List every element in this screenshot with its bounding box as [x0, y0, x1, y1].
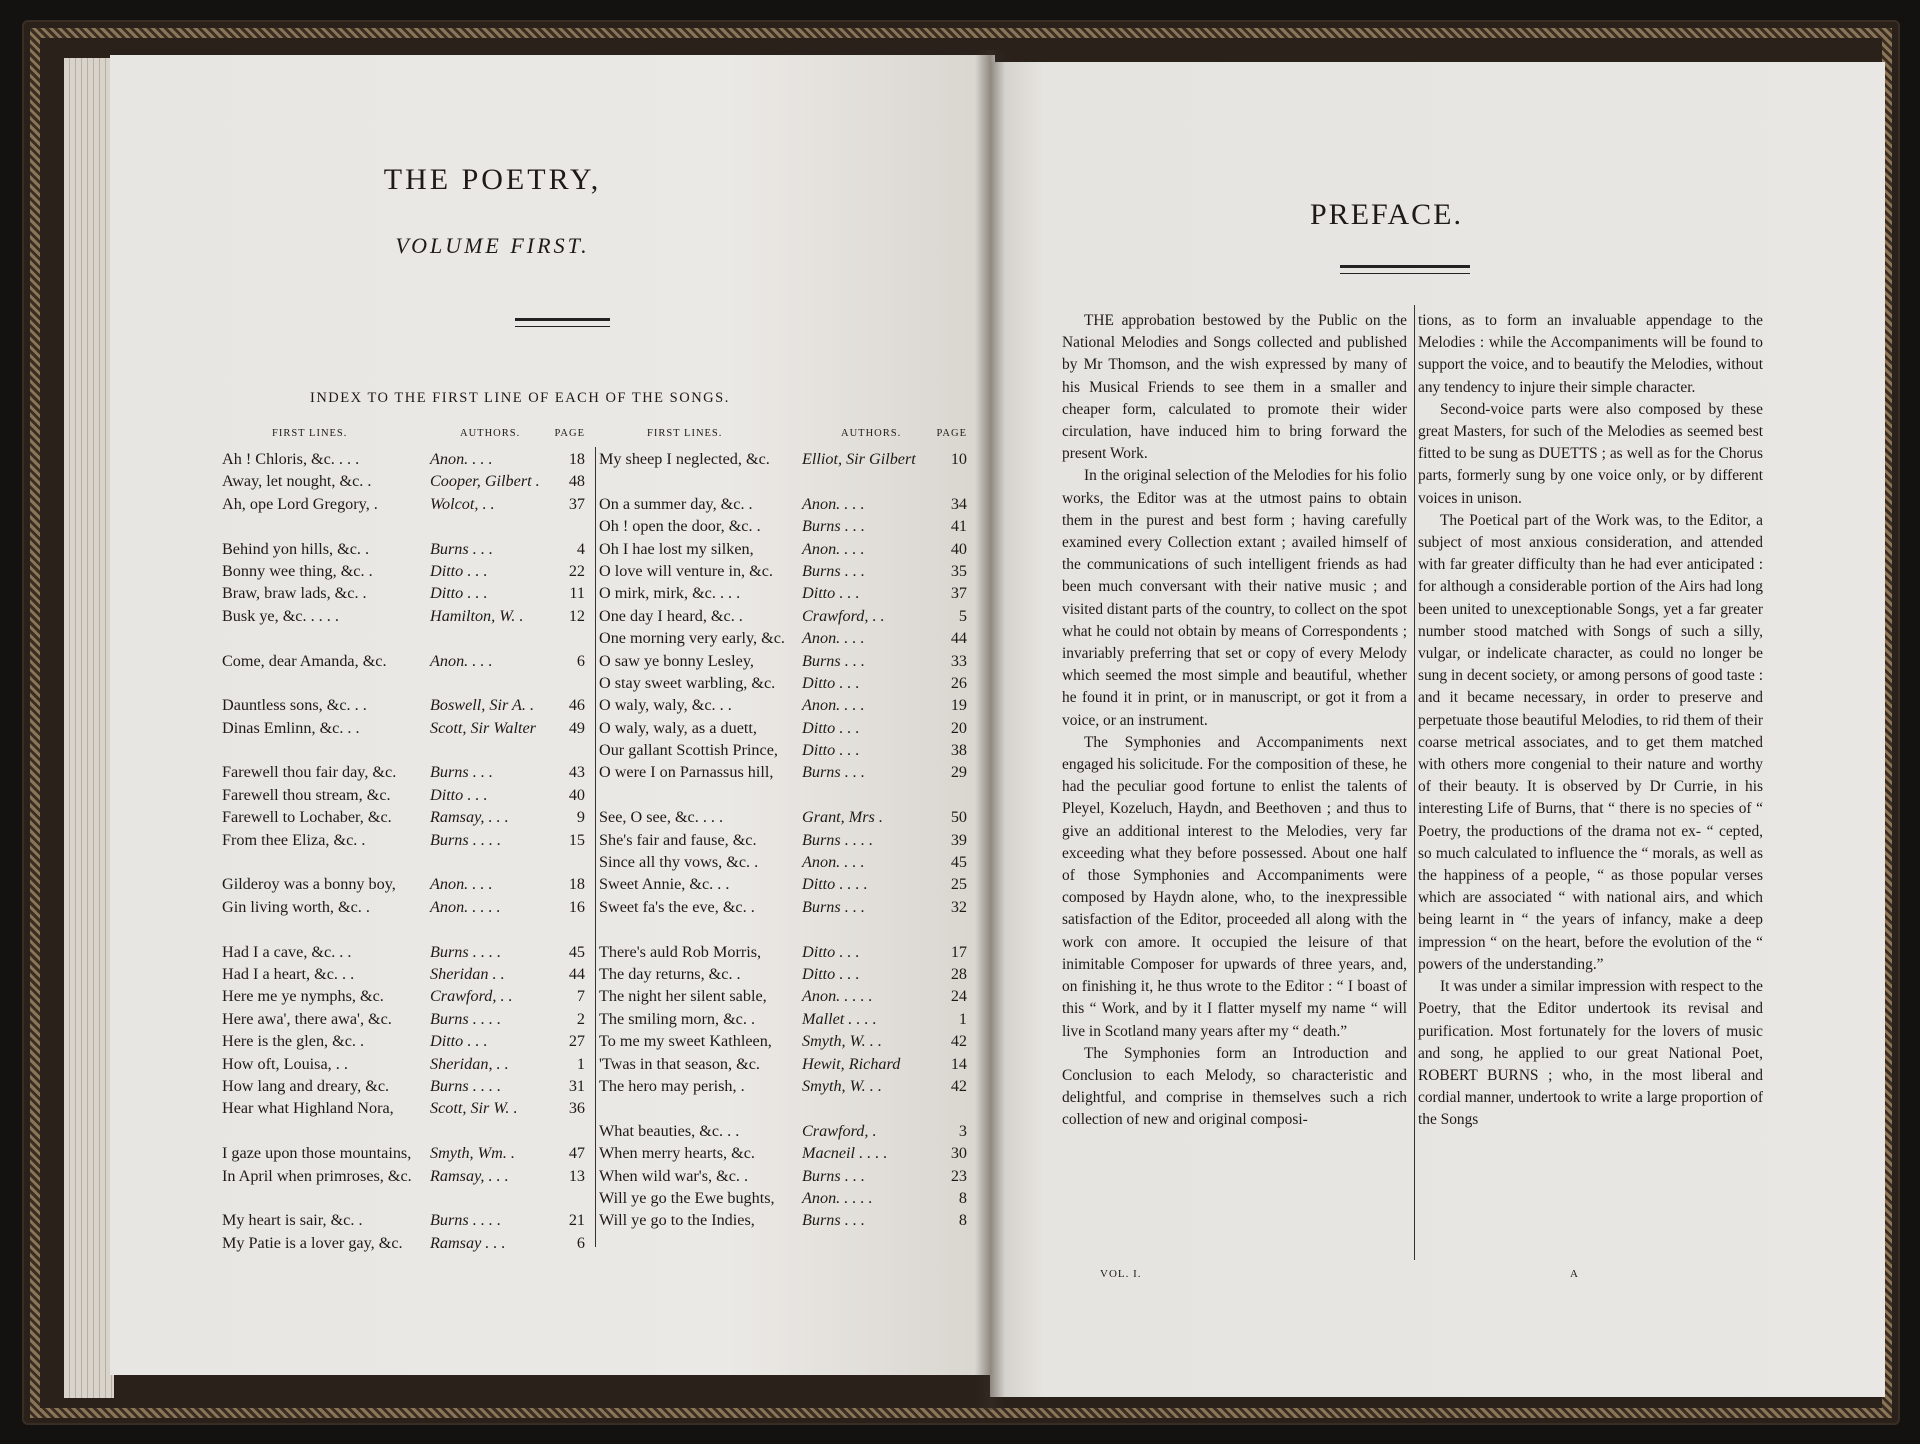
author: Hewit, Richard [802, 1054, 901, 1073]
author: Hamilton, W. . [430, 606, 524, 625]
index-row [222, 1097, 585, 1119]
first-line: The day returns, &c. . [599, 964, 741, 983]
index-row [222, 918, 585, 940]
page-number: 37 [568, 494, 585, 513]
first-line: To me my sweet Kathleen, [599, 1032, 772, 1051]
volume-title: VOLUME FIRST. [395, 233, 590, 258]
page-number: 22 [568, 561, 585, 580]
first-line: Away, let nought, &c. . [222, 472, 372, 491]
page-number: 27 [568, 1032, 585, 1051]
page-number: 44 [568, 964, 585, 983]
index-row [222, 448, 585, 470]
page-number: 45 [950, 853, 967, 872]
author: Burns . . . [430, 763, 493, 782]
first-line: Ah ! Chloris, &c. . . . [222, 450, 360, 468]
author: Grant, Mrs . [802, 808, 883, 827]
first-line: Will ye go to the Indies, [599, 1211, 755, 1230]
page-number: 39 [950, 830, 967, 849]
first-line: When merry hearts, &c. [599, 1144, 755, 1163]
author: Anon. . . . [802, 696, 865, 715]
index-row [222, 470, 585, 492]
first-line: One day I heard, &c. . [599, 606, 743, 625]
first-line: How lang and dreary, &c. [222, 1076, 390, 1095]
preface-paragraph: It was under a similar impression with respect to the Poetry, that the Editor undertook its revisal and purification. Most fortunately for the lovers of music and song, he applied to our great National Poet, ROBERT BURNS ; who, in the most liberal and cordial manner, undertook to write a large proportion of the Songs [1418, 978, 1763, 1129]
author: Ditto . . . [802, 673, 860, 692]
index-row [222, 941, 585, 963]
index-row [599, 1120, 967, 1142]
first-line: Gin living worth, &c. . [222, 897, 370, 916]
index-row [599, 627, 967, 649]
author: Anon. . . . . [802, 987, 873, 1006]
index-row [599, 829, 967, 851]
page-number: 44 [950, 629, 967, 648]
author: Ditto . . . . [802, 875, 868, 894]
index-row [599, 761, 967, 783]
author: Ditto . . . [430, 584, 488, 603]
author: Burns . . . [802, 897, 865, 916]
first-line: Here me ye nymphs, &c. [222, 987, 384, 1006]
preface-column-1 [1062, 310, 1407, 1132]
index-row [599, 806, 967, 828]
page-edges [64, 58, 114, 1398]
index-row [222, 1232, 585, 1254]
header-page: PAGE [554, 428, 585, 439]
page-number: 20 [950, 718, 967, 737]
first-line: O stay sweet warbling, &c. [599, 673, 776, 692]
first-line: Here is the glen, &c. . [222, 1032, 365, 1051]
first-line: My Patie is a lover gay, &c. [222, 1233, 403, 1252]
page-number: 35 [950, 561, 967, 580]
page-number: 12 [568, 606, 585, 625]
index-row [222, 896, 585, 918]
author: Ditto . . . [802, 584, 860, 603]
page-number: 1 [958, 1009, 967, 1028]
author: Ramsay, . . . [430, 1166, 509, 1185]
author: Cooper, Gilbert . [430, 472, 540, 491]
author: Anon. . . . [802, 539, 865, 558]
author: Ditto . . . [430, 561, 488, 580]
author: Burns . . . [802, 561, 865, 580]
author: Anon. . . . [802, 853, 865, 872]
index-row [222, 873, 585, 895]
book-gutter [975, 50, 1005, 1410]
first-line: Had I a heart, &c. . . [222, 964, 355, 983]
author: Anon. . . . . [802, 1188, 873, 1207]
preface-paragraph: In the original selection of the Melodies for his folio works, the Editor was at the utmost pains to obtain them in the purest and best form ; having carefully examined every Collection extant ; availed himself of the communications of such intelligent friends as had been much conversant with their native music ; and visited distant parts of the country, to collect on the spot what he could not obtain by means of Correspondents ; invariably preferring that set or copy of every Melody which seemed the most simple and beautiful, whether he found it in print, or in manuscript, or got it from a voice, or an instrument. [1062, 467, 1407, 729]
first-line: Hear what Highland Nora, [222, 1099, 394, 1118]
index-row [222, 1030, 585, 1052]
first-line: Braw, braw lads, &c. . [222, 584, 367, 603]
author: Burns . . . [802, 651, 865, 670]
header-first-lines: FIRST LINES. [647, 428, 723, 439]
first-line: In April when primroses, &c. [222, 1166, 412, 1185]
page-number: 36 [568, 1099, 585, 1118]
author: Burns . . . . [802, 830, 874, 849]
first-line: Will ye go the Ewe bughts, [599, 1188, 775, 1207]
preface-paragraph: tions, as to form an invaluable appendage to the Melodies : while the Accompaniments will be found to support the voice, and to beautify the Melodies, without any tendency to injure their simple character. [1418, 312, 1763, 396]
page-number: 6 [576, 1233, 585, 1252]
page-number: 47 [568, 1144, 585, 1163]
index-row [222, 560, 585, 582]
index-row [599, 1053, 967, 1075]
preface-title: PREFACE. [1310, 198, 1463, 231]
first-line: My heart is sair, &c. . [222, 1211, 363, 1230]
index-row [599, 515, 967, 537]
first-line: O waly, waly, as a duett, [599, 718, 757, 737]
first-line: O waly, waly, &c. . . [599, 696, 732, 715]
first-line: O saw ye bonny Lesley, [599, 651, 754, 670]
signature-mark: VOL. I. [1100, 1268, 1142, 1280]
first-line: The night her silent sable, [599, 987, 767, 1006]
author: Wolcot, . . [430, 494, 495, 513]
author: Boswell, Sir A. . [430, 696, 535, 715]
index-row [599, 582, 967, 604]
first-line: How oft, Louisa, . . [222, 1054, 348, 1073]
index-row [222, 985, 585, 1007]
index-row [599, 672, 967, 694]
index-row [599, 448, 967, 470]
author: Burns . . . . [430, 1009, 502, 1028]
first-line: Come, dear Amanda, &c. [222, 651, 387, 670]
page-number: 16 [568, 897, 585, 916]
index-row [222, 806, 585, 828]
page-number: 45 [568, 942, 585, 961]
index-row [599, 784, 967, 806]
page-number: 18 [568, 875, 585, 894]
index-row [222, 1075, 585, 1097]
index-row [222, 1165, 585, 1187]
author: Macneil . . . . [802, 1144, 888, 1163]
preface-column-divider [1414, 305, 1415, 1260]
page-number: 11 [569, 584, 585, 603]
index-heading: INDEX TO THE FIRST LINE OF EACH OF THE SONGS. [310, 390, 730, 406]
first-line: O were I on Parnassus hill, [599, 763, 774, 782]
author: Burns . . . [802, 1211, 865, 1230]
preface-paragraph: THE approbation bestowed by the Public on the National Melodies and Songs collected and published by Mr Thomson, and the wish expressed by many of his Musical Friends to see them in a smaller and cheaper form, calculated to promote their wider circulation, have induced him to bring forward the present Work. [1062, 312, 1407, 463]
index-row [222, 1053, 585, 1075]
author: Burns . . . . [430, 830, 502, 849]
index-row [599, 985, 967, 1007]
author: Scott, Sir Walter [430, 718, 536, 737]
first-line: The smiling morn, &c. . [599, 1009, 756, 1028]
page-number: 7 [576, 987, 585, 1006]
index-row [222, 627, 585, 649]
first-line: Oh ! open the door, &c. . [599, 517, 761, 536]
preface-paragraph: Second-voice parts were also composed by these great Masters, for such of the Melodies as seemed best fitted to be sung as DUETTS ; as well as for the Chorus parts, formerly sung by one voice only, or by different voices in unison. [1418, 400, 1763, 507]
first-line: Since all thy vows, &c. . [599, 853, 759, 872]
preface-rule [1340, 265, 1470, 274]
page-number: 41 [950, 517, 967, 536]
author: Elliot, Sir Gilbert [802, 450, 916, 468]
page-number: 38 [950, 741, 967, 760]
page-number: 24 [950, 987, 967, 1006]
first-line: When wild war's, &c. . [599, 1166, 749, 1185]
author: Burns . . . [430, 539, 493, 558]
author: Ditto . . . [430, 785, 488, 804]
page-number: 29 [950, 763, 967, 782]
index-row [599, 739, 967, 761]
index-row [599, 560, 967, 582]
page-number: 8 [958, 1188, 967, 1207]
first-line: Farewell thou stream, &c. [222, 785, 391, 804]
page-number: 26 [950, 673, 967, 692]
preface-column-2 [1418, 310, 1763, 1132]
page-number: 9 [576, 808, 585, 827]
author: Burns . . . . [430, 1076, 502, 1095]
first-line: See, O see, &c. . . . [599, 808, 724, 827]
index-row [222, 582, 585, 604]
first-line: One morning very early, &c. [599, 629, 785, 648]
author: Burns . . . [802, 763, 865, 782]
index-row [222, 605, 585, 627]
page-number: 31 [568, 1076, 585, 1095]
author: Ditto . . . [802, 741, 860, 760]
page-number: 18 [568, 450, 585, 468]
author: Sheridan, . . [430, 1054, 509, 1073]
page-number: 50 [950, 808, 967, 827]
author: Anon. . . . [802, 494, 865, 513]
page-number: 19 [950, 696, 967, 715]
page-number: 33 [950, 651, 967, 670]
page-number: 40 [950, 539, 967, 558]
first-line: What beauties, &c. . . [599, 1121, 740, 1140]
page-number: 3 [958, 1121, 967, 1140]
index-row [599, 1008, 967, 1030]
first-line: Dauntless sons, &c. . . [222, 696, 367, 715]
index-row [222, 1008, 585, 1030]
author: Ditto . . . [802, 964, 860, 983]
index-row [599, 717, 967, 739]
page-number: 21 [568, 1211, 585, 1230]
first-line: My sheep I neglected, &c. [599, 450, 770, 468]
author: Scott, Sir W. . [430, 1099, 518, 1118]
index-row [222, 1209, 585, 1231]
page-number: 17 [950, 942, 967, 961]
index-row [599, 941, 967, 963]
index-row [222, 650, 585, 672]
preface-paragraph: The Poetical part of the Work was, to the Editor, a subject of most anxious consideration, and attended with far greater difficulty than he had ever anticipated : for although a considerable portion of the Airs had long been united to unexceptionable Songs, yet a far greater number stood matched with Songs of such a silly, vulgar, or indelicate character, as could no longer be sung in decent society, or among persons of good taste : and it became necessary, in order to preserve and perpetuate those beautiful Melodies, to rid them of their coarse metrical associates, and to get them matched with others more congenial to their nature and worthy of their beauty. It is observed by Dr Currie, in his interesting Life of Burns, that “ there is no species of “ Poetry, the productions of the drama not ex- “ cepted, so much calculated to influence the “ morals, as well as the happiness of a people, “ as those popular verses which are associated “ with national airs, and which being learnt in “ the years of infancy, make a deep impression “ on the heart, before the evolution of the “ powers of the understanding.” [1418, 511, 1763, 973]
page-number: 25 [950, 875, 967, 894]
index-row [599, 1097, 967, 1119]
first-line: Sweet Annie, &c. . . [599, 875, 730, 894]
first-line: Behind yon hills, &c. . [222, 539, 370, 558]
first-line: She's fair and fause, &c. [599, 830, 757, 849]
page-number: 23 [950, 1166, 967, 1185]
first-line: Busk ye, &c. . . . . [222, 606, 339, 625]
page-number: 6 [576, 651, 585, 670]
left-page [110, 55, 995, 1375]
first-line: Sweet fa's the eve, &c. . [599, 897, 755, 916]
first-line: Dinas Emlinn, &c. . . [222, 718, 360, 737]
first-line: 'Twas in that season, &c. [599, 1054, 760, 1073]
page-number: 48 [568, 472, 585, 491]
first-line: Our gallant Scottish Prince, [599, 741, 778, 760]
index-row [222, 851, 585, 873]
first-line: Farewell thou fair day, &c. [222, 763, 397, 782]
page-number: 30 [950, 1144, 967, 1163]
index-row [222, 1120, 585, 1142]
first-line: Ah, ope Lord Gregory, . [222, 494, 378, 513]
index-row [599, 1187, 967, 1209]
index-row [599, 1075, 967, 1097]
page-number: 14 [950, 1054, 967, 1073]
author: Anon. . . . [430, 875, 493, 894]
index-row [222, 761, 585, 783]
index-row [599, 873, 967, 895]
column-divider [595, 447, 596, 1247]
first-line: Gilderoy was a bonny boy, [222, 875, 396, 894]
preface-paragraph: The Symphonies form an Introduction and Conclusion to each Melody, so characteristic and delightful, and comprise in themselves such a rich collection of new and original composi- [1062, 1044, 1407, 1129]
header-authors: AUTHORS. [841, 428, 902, 439]
index-row [222, 829, 585, 851]
author: Sheridan . . [430, 964, 505, 983]
page-number: 32 [950, 897, 967, 916]
first-line: O love will venture in, &c. [599, 561, 773, 580]
first-line: O mirk, mirk, &c. . . . [599, 584, 741, 603]
first-line: From thee Eliza, &c. . [222, 830, 366, 849]
header-page: PAGE [936, 428, 967, 439]
author: Smyth, Wm. . [430, 1144, 515, 1163]
page-number: 8 [958, 1211, 967, 1230]
index-row [599, 493, 967, 515]
index-row [599, 918, 967, 940]
author: Mallet . . . . [802, 1009, 877, 1028]
page-number: 40 [568, 785, 585, 804]
author: Burns . . . . [430, 1211, 502, 1230]
index-row [599, 1165, 967, 1187]
index-row [599, 963, 967, 985]
index-row [222, 784, 585, 806]
page-number: 10 [950, 450, 967, 468]
page-number: 42 [950, 1076, 967, 1095]
index-row [599, 694, 967, 716]
author: Ditto . . . [430, 1032, 488, 1051]
author: Ramsay . . . [430, 1233, 506, 1252]
index-row [222, 694, 585, 716]
page-number: 46 [568, 696, 585, 715]
page-number: 4 [576, 539, 585, 558]
author: Ramsay, . . . [430, 808, 509, 827]
author: Burns . . . [802, 517, 865, 536]
author: Smyth, W. . . [802, 1076, 882, 1095]
first-line: Oh I hae lost my silken, [599, 539, 754, 558]
page-number: 13 [568, 1166, 585, 1185]
index-row [599, 650, 967, 672]
index-column-right [599, 428, 967, 1232]
page-number: 43 [568, 763, 585, 782]
first-line: Here awa', there awa', &c. [222, 1009, 392, 1028]
index-row [599, 1030, 967, 1052]
index-row [222, 672, 585, 694]
index-row [222, 1187, 585, 1209]
author: Anon. . . . [430, 651, 493, 670]
author: Crawford, . [802, 1121, 877, 1140]
first-line: The hero may perish, . [599, 1076, 745, 1095]
author: Ditto . . . [802, 718, 860, 737]
poetry-title: THE POETRY, [383, 163, 602, 196]
index-column-left [222, 428, 585, 1254]
author: Ditto . . . [802, 942, 860, 961]
index-row [222, 717, 585, 739]
index-row [599, 896, 967, 918]
index-row [222, 963, 585, 985]
author: Smyth, W. . . [802, 1032, 882, 1051]
index-row [222, 1142, 585, 1164]
index-row [222, 538, 585, 560]
page-number: 5 [958, 606, 967, 625]
author: Crawford, . . [430, 987, 513, 1006]
first-line: Farewell to Lochaber, &c. [222, 808, 392, 827]
index-row [222, 515, 585, 537]
page-number: 28 [950, 964, 967, 983]
author: Anon. . . . . [430, 897, 501, 916]
page-number: 15 [568, 830, 585, 849]
index-row [599, 1142, 967, 1164]
first-line: Bonny wee thing, &c. . [222, 561, 373, 580]
first-line: Had I a cave, &c. . . [222, 942, 352, 961]
header-authors: AUTHORS. [460, 428, 521, 439]
author: Anon. . . . [802, 629, 865, 648]
preface-paragraph: The Symphonies and Accompaniments next engaged his solicitude. For the composition of these, he had the peculiar good fortune to enlist the talents of Pleyel, Kozeluch, Haydn, and Beethoven ; and thus to give an additional interest to the Melodies, very far exceeding what they before possessed. About one half of those Symphonies and Accompaniments were composed by Haydn alone, who, to the inexpressible satisfaction of the Editor, proceeded all along with the work con amore. It occupied the leisure of that inimitable Composer for upwards of three years, and, on finishing it, he thus wrote to the Editor : “ I boast of this “ Work, and by it I flatter myself my name “ will live in Scotland many years after my “ death.” [1062, 733, 1407, 1040]
first-line: On a summer day, &c. . [599, 494, 753, 513]
page-number: 42 [950, 1032, 967, 1051]
first-line: There's auld Rob Morris, [599, 942, 762, 961]
index-row [599, 605, 967, 627]
index-row [222, 493, 585, 515]
title-rule [515, 318, 610, 327]
author: Crawford, . . [802, 606, 885, 625]
page-number: 2 [576, 1009, 585, 1028]
author: Burns . . . . [430, 942, 502, 961]
index-row [599, 1209, 967, 1231]
author: Burns . . . [802, 1166, 865, 1185]
first-line: I gaze upon those mountains, [222, 1144, 412, 1163]
index-row [599, 851, 967, 873]
page-number: 34 [950, 494, 967, 513]
index-row [222, 739, 585, 761]
page-number: 37 [950, 584, 967, 603]
page-number: 1 [576, 1054, 585, 1073]
index-row [599, 470, 967, 492]
author: Anon. . . . [430, 450, 493, 468]
header-first-lines: FIRST LINES. [272, 428, 348, 439]
page-number: 49 [568, 718, 585, 737]
gathering-letter: A [1570, 1268, 1579, 1280]
index-row [599, 538, 967, 560]
